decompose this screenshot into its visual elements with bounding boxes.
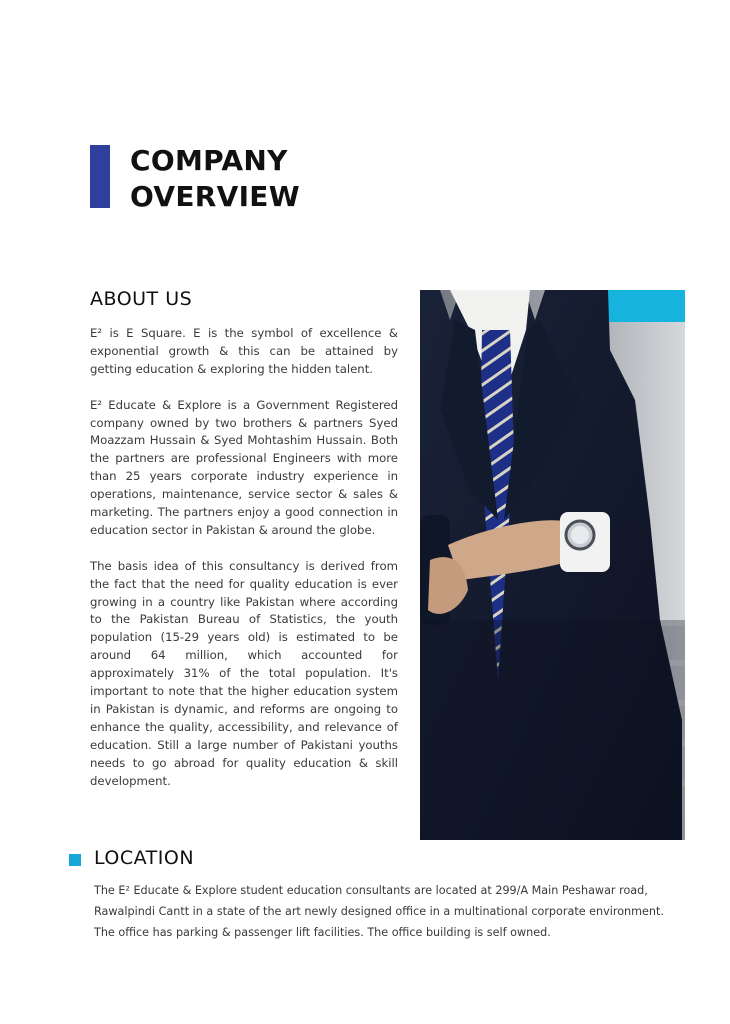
businessman-illustration	[420, 290, 685, 840]
title-accent-bar	[90, 145, 110, 208]
location-heading: LOCATION	[94, 847, 195, 869]
page-title-line2: OVERVIEW	[130, 180, 300, 213]
about-heading: ABOUT US	[90, 288, 193, 310]
about-paragraph-2: E² Educate & Explore is a Government Registered company owned by two brothers & partners Syed Moazzam Hussain & Syed Mohtashim Hussain. Both the partners are professional Engineers with more than 25 years corporate industry experience in operations, maintenance, service sector & sales & marketing. The partners enjoy a good connection in education sector in Pakistan & around the globe.	[90, 397, 398, 537]
businessman-photo	[420, 290, 685, 840]
page-title-line1: COMPANY	[130, 144, 288, 177]
about-paragraph-3: The basis idea of this consultancy is derived from the fact that the need for quality education is ever growing in a country like Pakistan where according to the Pakistan Bureau of Statistics, the youth population (15-29 years old) is estimated to be around 64 million, which accounted for approximately 31% of the total population. It's important to note that the higher education system in Pakistan is dynamic, and reforms are ongoing to enhance the quality, accessibility, and relevance of education. Still a large number of Pakistani youths needs to go abroad for quality education & skill development.	[90, 558, 398, 788]
location-text: The E² Educate & Explore student education consultants are located at 299/A Main Peshawar road, Rawalpindi Cantt in a state of the art newly designed office in a multinational corporate environment. The office has parking & passenger lift facilities. The office building is self owned.	[94, 884, 664, 939]
page-title	[130, 143, 300, 215]
about-body	[90, 325, 398, 808]
location-square-bullet-icon	[69, 854, 81, 866]
about-paragraph-1: E² is E Square. E is the symbol of excellence & exponential growth & this can be attained by getting education & exploring the hidden talent.	[90, 326, 398, 376]
